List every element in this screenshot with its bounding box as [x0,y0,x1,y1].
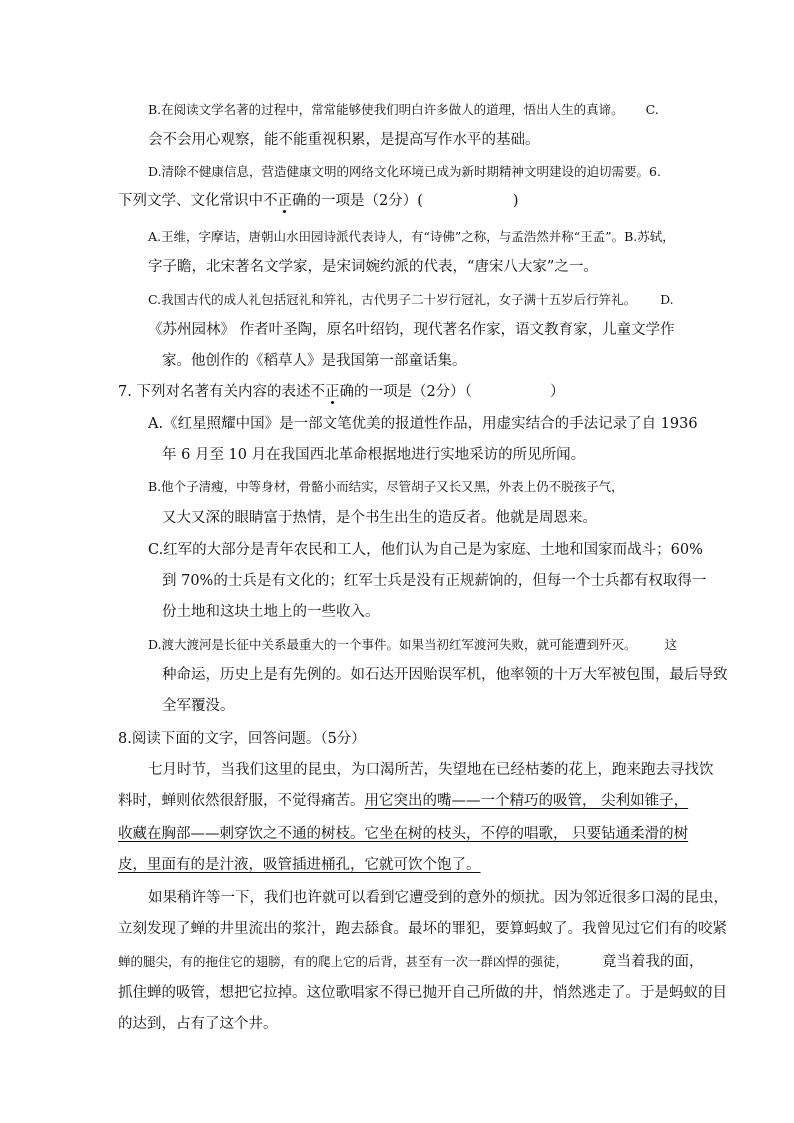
passage-line: 的达到，占有了这个井。 [118,1016,278,1032]
question-8: 8.阅读下面的文字，回答问题。（5分） [118,731,366,747]
question-7: 7. 下列对名著有关内容的表述不正确的一项是（2分）（ ） [118,384,565,400]
q6-option-b: 字子瞻，北宋著名文学家，是宋词婉约派的代表，“唐宋八大家”之一。 [148,259,598,275]
underlined-text: 皮，里面有的是汁液，吸管插进桶孔，它就可饮个饱了。 [118,857,481,873]
option-b-line: B.在阅读文学名著的过程中，常常能够使我们明白许多做人的道理，悟出人生的真谛。 C. [148,102,659,117]
passage-line: 七月时节，当我们这里的昆虫，为口渴所苦，失望地在已经枯萎的花上，跑来跑去寻找饮 [148,762,714,778]
q7-option-b: B.他个子清瘦，中等身材，骨骼小而结实，尽管胡子又长又黑，外表上仍不脱孩子气， [148,479,624,494]
underlined-text: 收藏在胸部——刺穿饮之不通的树枝。它坐在树的枝头，不停的唱歌， 只要钻通柔滑的树 [118,826,689,842]
q7-option-c: C.红军的大部分是青年农民和工人，他们认为自己是为家庭、土地和国家而战斗；60% [148,542,703,558]
q7-option-a-cont: 年 6 月至 10 月在我国西北革命根据地进行实地采访的所见所闻。 [162,447,586,463]
option-c-line: 会不会用心观察，能不能重视积累，是提高写作水平的基础。 [148,132,540,148]
option-d-line: D.清除不健康信息，营造健康文明的网络文化环境已成为新时期精神文明建设的迫切需要。6. [148,164,661,179]
q7-option-c-cont2: 份土地和这块土地上的一些收入。 [162,604,380,620]
q6-option-a: A.王维，字摩诘，唐朝山水田园诗派代表诗人，有“诗佛”之称，与孟浩然并称“王孟”。B.苏轼， [148,229,675,244]
q7-option-c-cont: 到 70%的士兵是有文化的；红军士兵是没有正规薪饷的，但每一个士兵都有权取得一 [162,573,707,589]
q6-option-c: C.我国古代的成人礼包括冠礼和笄礼，古代男子二十岁行冠礼，女子满十五岁后行笄礼。 D. [148,292,674,307]
question-6: 下列文学、文化常识中不正确的一项是（2分）( ) [118,193,519,209]
q7-option-a: A.《红星照耀中国》是一部文笔优美的报道性作品，用虚实结合的手法记录了自 1936 [148,416,698,432]
q7-option-d-cont: 种命运，历史上是有先例的。如石达开因贻误军机，他率领的十万大军被包围，最后导致 [162,667,728,683]
emphasis-text: 不正确 [263,193,307,209]
passage-line: 如果稍许等一下，我们也许就可以看到它遭受到的意外的烦扰。因为邻近很多口渴的昆虫， [148,890,728,906]
passage-line: 蝉的腿尖，有的拖住它的翅膀，有的爬上它的后背，甚至有一次一群凶悍的强徒， 竟当着我的面， [118,954,704,970]
q6-option-d: 《苏州园林》 作者叶圣陶，原名叶绍钧，现代著名作家，语文教育家，儿童文学作 [148,322,675,338]
passage-line: 立刻发现了蝉的井里流出的浆汁，跑去舔食。最坏的罪犯，要算蚂蚁了。我曾见过它们有的咬紧 [118,921,727,937]
emphasis-text: 不正确 [310,384,354,400]
q6-option-d-cont: 家。他创作的《稻草人》是我国第一部童话集。 [162,353,467,369]
q7-option-d-cont2: 全军覆没。 [162,698,235,714]
q7-option-b-cont: 又大又深的眼睛富于热情，是个书生出生的造反者。他就是周恩来。 [162,510,597,526]
q7-option-d: D.渡大渡河是长征中关系最重大的一个事件。如果当初红军渡河失败，就可能遭到歼灭。 这 [148,637,678,652]
passage-line: 料时，蝉则依然很舒服，不觉得痛苦。用它突出的嘴——一个精巧的吸管， 尖利如锥子， [118,793,689,809]
underlined-text: 用它突出的嘴——一个精巧的吸管， 尖利如锥子， [364,793,689,809]
passage-line: 抓住蝉的吸管，想把它拉掉。这位歌唱家不得已抛开自己所做的井，悄然逃走了。于是蚂蚁的目 [118,985,727,1001]
